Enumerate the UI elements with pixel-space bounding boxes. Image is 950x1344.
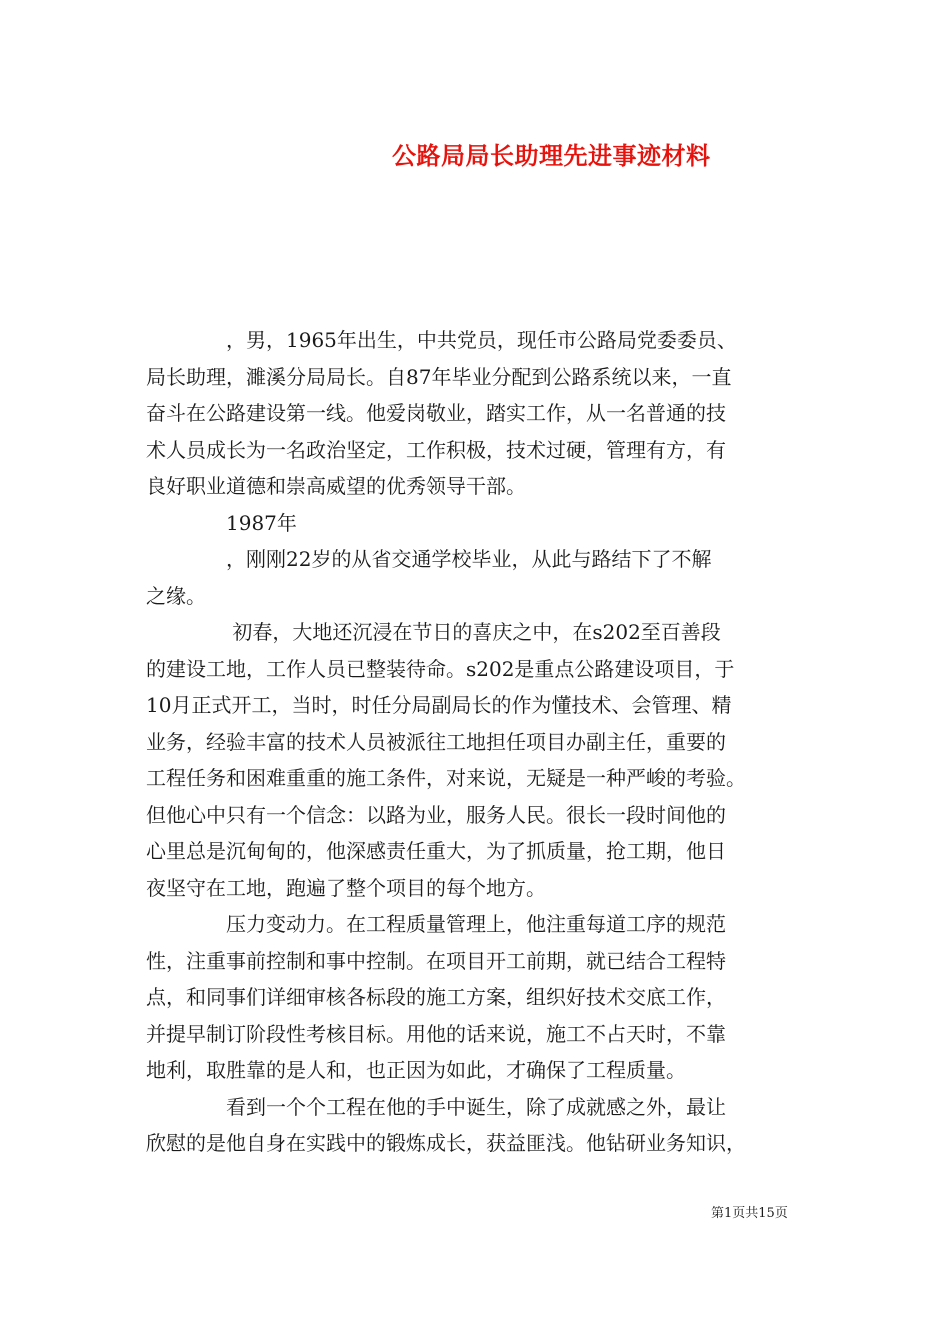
page-number-footer: 第1页共15页 (711, 1206, 788, 1221)
body-line: 地利，取胜靠的是人和，也正因为如此，才确保了工程质量。 (146, 1058, 686, 1082)
body-line: ，男，1965年出生，中共党员，现任市公路局党委委员、 (146, 328, 737, 352)
body-line: 看到一个个工程在他的手中诞生，除了成就感之外，最让 (146, 1094, 726, 1119)
body-line: 奋斗在公路建设第一线。他爱岗敬业，踏实工作，从一名普通的技 (146, 401, 726, 425)
body-line: 性，注重事前控制和事中控制。在项目开工前期，就已结合工程特 (146, 948, 726, 973)
body-line: 1987年 (146, 510, 297, 535)
document-title: 公路局局长助理先进事迹材料 (392, 141, 711, 170)
body-line: 夜坚守在工地，跑遍了整个项目的每个地方。 (146, 875, 546, 900)
body-line: 术人员成长为一名政治坚定，工作积极，技术过硬，管理有方，有 (146, 437, 726, 462)
body-line: 10月正式开工，当时，时任分局副局长的作为懂技术、会管理、精 (146, 693, 732, 717)
body-line: 良好职业道德和崇高威望的优秀领导干部。 (146, 474, 526, 498)
body-line: 之缘。 (146, 583, 206, 608)
body-line: 局长助理，濉溪分局局长。自87年毕业分配到公路系统以来，一直 (146, 364, 732, 389)
body-line: 但他心中只有一个信念：以路为业，服务人民。很长一段时间他的 (146, 802, 726, 827)
body-line: 并提早制订阶段性考核目标。用他的话来说，施工不占天时，不靠 (146, 1021, 726, 1046)
body-line: 压力变动力。在工程质量管理上，他注重每道工序的规范 (146, 912, 726, 936)
body-line: 初春，大地还沉浸在节日的喜庆之中，在s202至百善段 (146, 620, 721, 644)
body-line: 的建设工地，工作人员已整装待命。s202是重点公路建设项目，于 (146, 656, 735, 681)
document-body (146, 322, 826, 1162)
body-line: 点，和同事们详细审核各标段的施工方案，组织好技术交底工作， (146, 985, 726, 1009)
body-line: 业务，经验丰富的技术人员被派往工地担任项目办副主任，重要的 (146, 729, 726, 754)
body-line: 心里总是沉甸甸的，他深感责任重大，为了抓质量，抢工期，他日 (146, 839, 726, 863)
body-line: 欣慰的是他自身在实践中的锻炼成长，获益匪浅。他钻研业务知识， (146, 1131, 746, 1155)
body-line: ，刚刚22岁的从省交通学校毕业，从此与路结下了不解 (146, 547, 712, 571)
body-line: 工程任务和困难重重的施工条件，对来说，无疑是一种严峻的考验。 (146, 766, 746, 790)
